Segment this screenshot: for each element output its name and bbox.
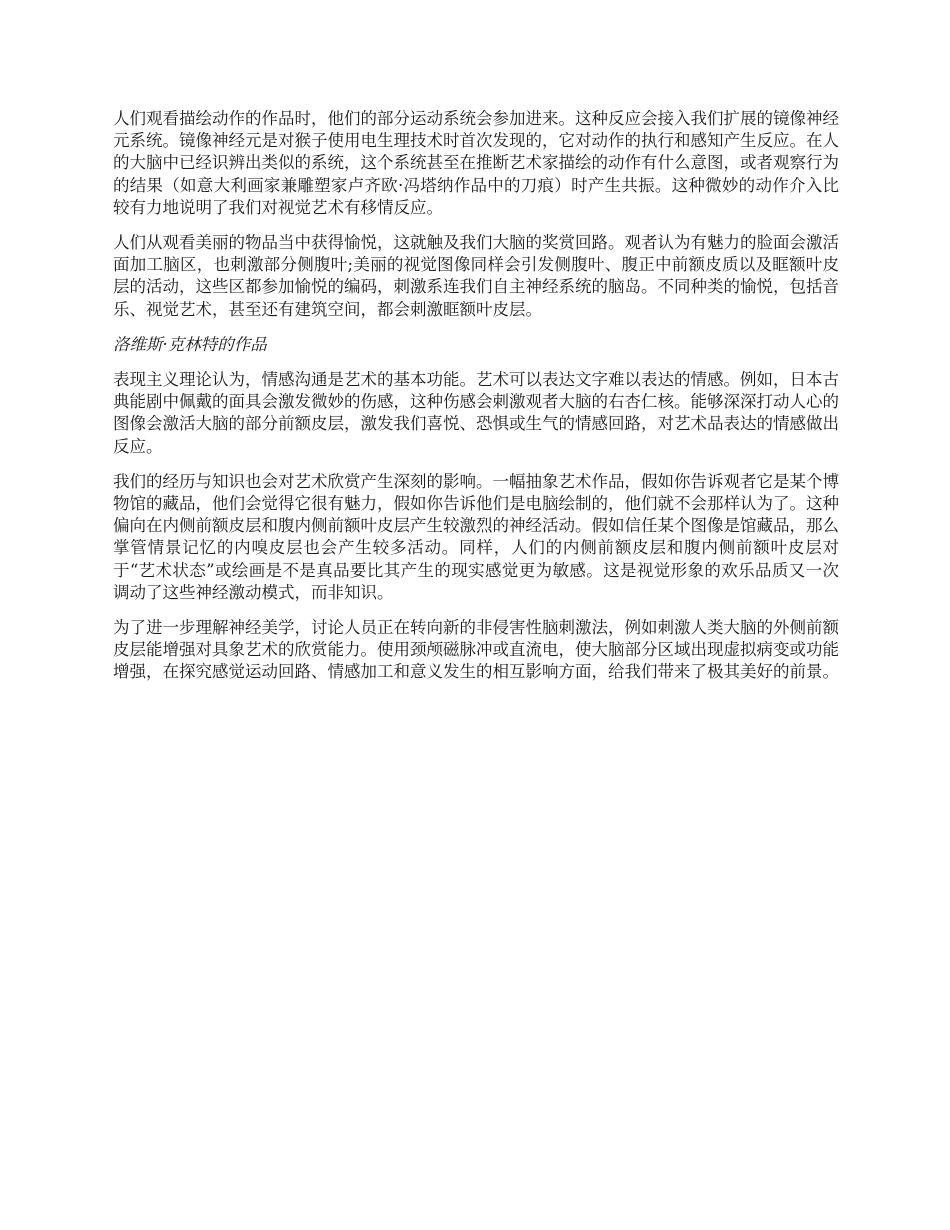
paragraph-brain-stimulation: 为了进一步理解神经美学，讨论人员正在转向新的非侵害性脑刺激法，例如刺激人类大脑的外侧前额皮层能增强对具象艺术的欣赏能力。使用颈颅磁脉冲或直流电，使大脑部分区域出现虚拟病变或功能增强，在探究感觉运动回路、情感加工和意义发生的相互影响方面，给我们带来了极其美好的前景。 — [113, 618, 839, 682]
image-caption: 洛维斯·克林特的作品 — [113, 334, 267, 354]
paragraph-knowledge-influence: 我们的经历与知识也会对艺术欣赏产生深刻的影响。一幅抽象艺术作品，假如你告诉观者它是某个博物馆的藏品，他们会觉得它很有魅力，假如你告诉他们是电脑绘制的，他们就不会那样认为了。这种偏向在内侧前额皮层和腹内侧前额叶皮层产生较激烈的神经活动。假如信任某个图像是馆藏品，那么掌管情景记忆的内嗅皮层也会产生较多活动。同样，人们的内侧前额皮层和腹内侧前额叶皮层对于“艺术状态”或绘画是不是真品要比其产生的现实感觉更为敏感。这是视觉形象的欢乐品质又一次调动了这些神经激动模式，而非知识。 — [113, 471, 839, 602]
paragraph-reward-circuit: 人们从观看美丽的物品当中获得愉悦，这就触及我们大脑的奖赏回路。观者认为有魅力的脸面会激活面加工脑区，也刺激部分侧腹叶;美丽的视觉图像同样会引发侧腹叶、腹正中前额皮质以及眶额叶皮层的活动，这些区都参加愉悦的编码，刺激系连我们自主神经系统的脑岛。不同种类的愉悦，包括音乐、视觉艺术，甚至还有建筑空间，都会刺激眶额叶皮层。 — [113, 233, 839, 319]
document-body — [113, 108, 839, 697]
paragraph-expressionism: 表现主义理论认为，情感沟通是艺术的基本功能。艺术可以表达文字难以表达的情感。例如，日本古典能剧中佩戴的面具会激发微妙的伤感，这种伤感会刺激观者大脑的右杏仁核。能够深深打动人心的图像会激活大脑的部分前额皮层，激发我们喜悦、恐惧或生气的情感回路，对艺术品表达的情感做出反应。 — [113, 370, 839, 456]
paragraph-mirror-neurons: 人们观看描绘动作的作品时，他们的部分运动系统会参加进来。这种反应会接入我们扩展的镜像神经元系统。镜像神经元是对猴子使用电生理技术时首次发现的，它对动作的执行和感知产生反应。在人的大脑中已经识辨出类似的系统，这个系统甚至在推断艺术家描绘的动作有什么意图，或者观察行为的结果（如意大利画家兼雕塑家卢齐欧·冯塔纳作品中的刀痕）时产生共振。这种微妙的动作介入比较有力地说明了我们对视觉艺术有移情反应。 — [113, 109, 839, 217]
